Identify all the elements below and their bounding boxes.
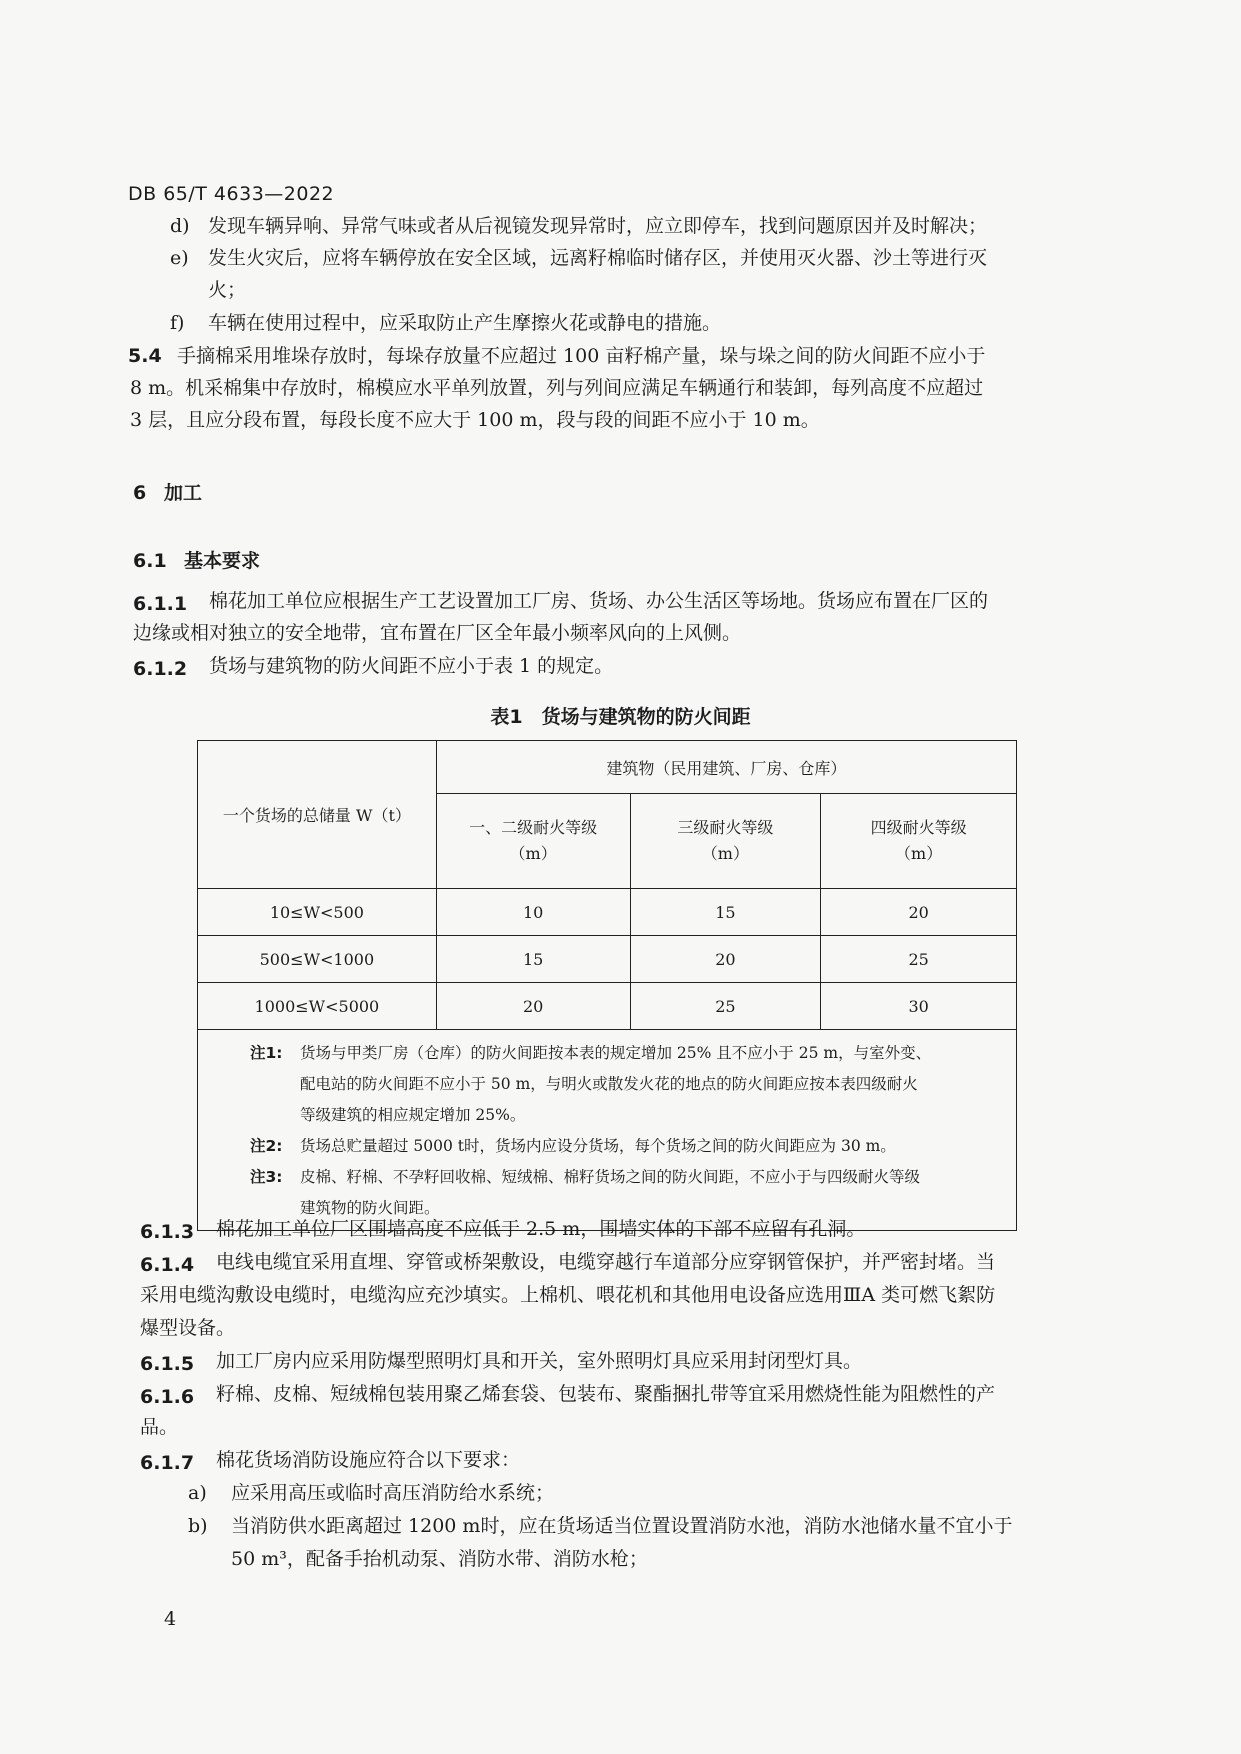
clause-5-4-line2: 8 m。机采棉集中存放时，棉模应水平单列放置，列与列间应满足车辆通行和装卸，每列高度不应超过 <box>130 377 984 399</box>
clause-number-6-1-6: 6.1.6 <box>140 1386 195 1408</box>
col-header-3-unit: （m） <box>895 844 943 863</box>
list-item-b-line1: 当消防供水距离超过 1200 m时，应在货场适当位置设置消防水池，消防水池储水量不宜小于 <box>231 1515 1013 1537</box>
table-row <box>198 889 1017 936</box>
table-notes <box>198 1030 1017 1231</box>
value-cell: 20 <box>630 936 821 983</box>
clause-6-1-4-line1: 电线电缆宜采用直埋、穿管或桥架敷设，电缆穿越行车道部分应穿钢管保护，并严密封堵。当 <box>216 1251 996 1273</box>
document-id: DB 65/T 4633—2022 <box>128 183 335 205</box>
range-cell: 500≤W<1000 <box>198 936 437 983</box>
clause-6-1-1-line1: 棉花加工单位应根据生产工艺设置加工厂房、货场、办公生活区等场地。货场应布置在厂区的 <box>209 590 989 612</box>
list-item-b-line2: 50 m³，配备手抬机动泵、消防水带、消防水枪； <box>231 1548 648 1570</box>
page-number: 4 <box>164 1608 177 1630</box>
clause-6-1-1-line2: 边缘或相对独立的安全地带，宜布置在厂区全年最小频率风向的上风侧。 <box>133 622 742 644</box>
col-header-3 <box>821 794 1017 889</box>
note3-line1: 皮棉、籽棉、不孕籽回收棉、短绒棉、棉籽货场之间的防火间距，不应小于与四级耐火等级 <box>300 1168 921 1186</box>
value-cell: 30 <box>821 983 1017 1030</box>
clause-number-6-1-3: 6.1.3 <box>140 1221 195 1243</box>
note2-text: 货场总贮量超过 5000 t时，货场内应设分货场，每个货场之间的防火间距应为 30 m。 <box>300 1137 896 1155</box>
note1-line3: 等级建筑的相应规定增加 25%。 <box>300 1106 526 1124</box>
clause-number-6-1-7: 6.1.7 <box>140 1452 195 1474</box>
col-header-2 <box>630 794 821 889</box>
clause-number-6-1-4: 6.1.4 <box>140 1254 195 1276</box>
clause-number-6-1-5: 6.1.5 <box>140 1353 195 1375</box>
row-header-cell <box>198 741 437 889</box>
value-cell: 10 <box>436 889 630 936</box>
clause-6-1-4-line2: 采用电缆沟敷设电缆时，电缆沟应充沙填实。上棉机、喂花机和其他用电设备应选用ⅢA 类可燃飞絮防 <box>140 1284 996 1306</box>
clause-6-1-3-text: 棉花加工单位厂区围墙高度不应低于 2.5 m，围墙实体的下部不应留有孔洞。 <box>216 1218 866 1240</box>
range-cell: 10≤W<500 <box>198 889 437 936</box>
table-row <box>198 936 1017 983</box>
table-notes-row <box>198 1030 1017 1231</box>
group-header-cell <box>436 741 1016 794</box>
list-item-e-line2: 火； <box>208 279 247 301</box>
list-item-d: 发现车辆异响、异常气味或者从后视镜发现异常时，应立即停车，找到问题原因并及时解决； <box>208 215 988 237</box>
clause-5-4-line1: 手摘棉采用堆垛存放时，每垛存放量不应超过 100 亩籽棉产量，垛与垛之间的防火间距不应小于 <box>177 345 986 367</box>
value-cell: 25 <box>821 936 1017 983</box>
row-header-label: 一个货场的总储量 W（t） <box>222 806 411 825</box>
group-header-label: 建筑物（民用建筑、厂房、仓库） <box>606 758 847 778</box>
section-6-1-title: 基本要求 <box>184 550 261 572</box>
section-6-number: 6 <box>133 482 147 504</box>
list-item-e-line1: 发生火灾后，应将车辆停放在安全区域，远离籽棉临时储存区，并使用灭火器、沙土等进行灭 <box>208 247 988 269</box>
note2-tag: 注2: <box>250 1137 283 1155</box>
range-cell: 1000≤W<5000 <box>198 983 437 1030</box>
col-header-2-unit: （m） <box>701 844 749 863</box>
clause-6-1-5-text: 加工厂房内应采用防爆型照明灯具和开关，室外照明灯具应采用封闭型灯具。 <box>216 1350 863 1372</box>
col-header-1-label: 一、二级耐火等级 <box>469 818 598 837</box>
clause-6-1-7-text: 棉花货场消防设施应符合以下要求： <box>216 1449 521 1471</box>
note1-line2: 配电站的防火间距不应小于 50 m，与明火或散发火花的地点的防火间距应按本表四级耐火 <box>300 1075 918 1093</box>
clause-6-1-2-text: 货场与建筑物的防火间距不应小于表 1 的规定。 <box>209 655 614 677</box>
clause-number-6-1-2: 6.1.2 <box>133 658 188 680</box>
note3-tag: 注3: <box>250 1168 283 1186</box>
clause-6-1-6-line2: 品。 <box>140 1416 179 1438</box>
col-header-1-unit: （m） <box>509 844 557 863</box>
list-marker-a: a) <box>188 1482 207 1504</box>
list-item-a: 应采用高压或临时高压消防给水系统； <box>231 1482 555 1504</box>
value-cell: 15 <box>436 936 630 983</box>
list-item-f: 车辆在使用过程中，应采取防止产生摩擦火花或静电的措施。 <box>208 312 722 334</box>
clause-number-5-4: 5.4 <box>128 345 162 367</box>
note1-line1: 货场与甲类厂房（仓库）的防火间距按本表的规定增加 25% 且不应小于 25 m，与室外变、 <box>300 1044 932 1062</box>
value-cell: 20 <box>821 889 1017 936</box>
list-marker-d: d) <box>170 215 190 237</box>
col-header-3-label: 四级耐火等级 <box>870 818 967 837</box>
table-row <box>198 983 1017 1030</box>
note1-tag: 注1: <box>250 1044 283 1062</box>
value-cell: 25 <box>630 983 821 1030</box>
clause-5-4-line3: 3 层，且应分段布置，每段长度不应大于 100 m，段与段的间距不应小于 10 m。 <box>130 409 820 431</box>
section-6-1-number: 6.1 <box>133 550 167 572</box>
clause-6-1-6-line1: 籽棉、皮棉、短绒棉包装用聚乙烯套袋、包装布、聚酯捆扎带等宜采用燃烧性能为阻燃性的产 <box>216 1383 996 1405</box>
fire-distance-table <box>197 740 1017 1231</box>
clause-6-1-4-line3: 爆型设备。 <box>140 1317 236 1339</box>
clause-number-6-1-1: 6.1.1 <box>133 593 188 615</box>
value-cell: 15 <box>630 889 821 936</box>
col-header-2-label: 三级耐火等级 <box>677 818 774 837</box>
col-header-1 <box>436 794 630 889</box>
list-marker-b: b) <box>188 1515 208 1537</box>
note3-line2: 建筑物的防火间距。 <box>300 1199 440 1217</box>
section-6-title: 加工 <box>164 482 203 504</box>
list-marker-f: f) <box>170 312 185 334</box>
list-marker-e: e) <box>170 247 189 269</box>
value-cell: 20 <box>436 983 630 1030</box>
table-title: 表1 货场与建筑物的防火间距 <box>490 706 751 728</box>
